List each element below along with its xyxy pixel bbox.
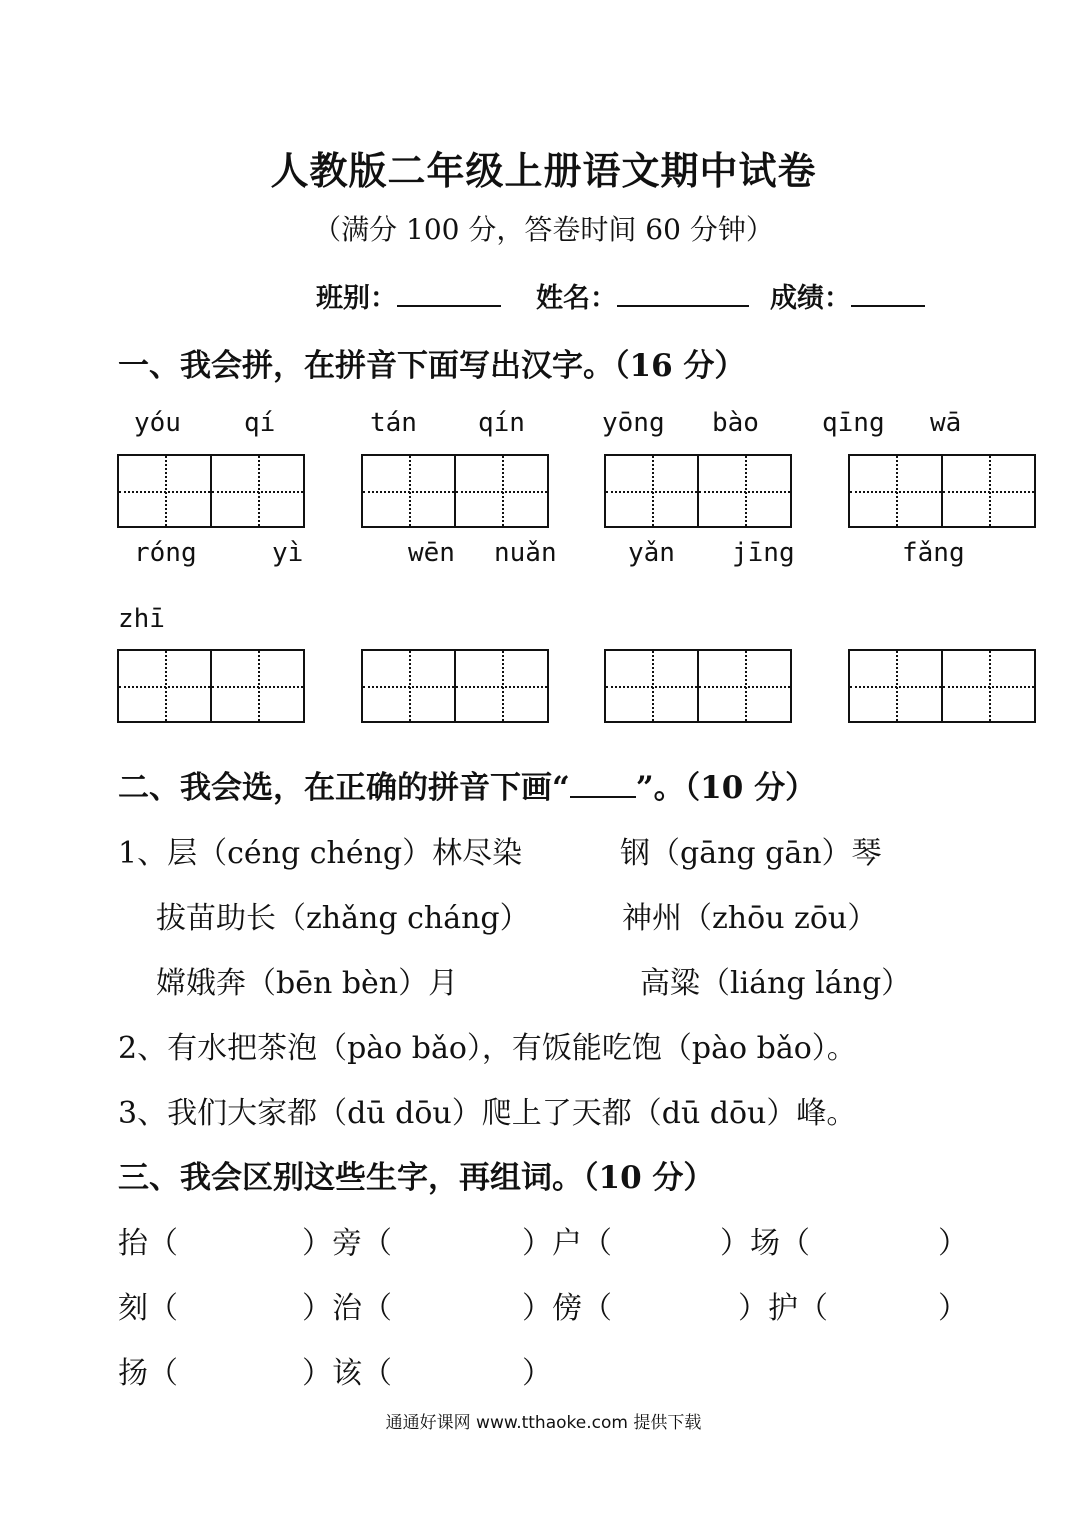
writing-grid[interactable]: [361, 454, 549, 528]
score-blank[interactable]: [851, 279, 925, 307]
class-field: [316, 276, 501, 315]
name-label: 姓名：: [536, 283, 617, 314]
underline-sample: [570, 768, 636, 798]
score-field: [770, 276, 925, 315]
question-line: 钢（gāng gān）琴: [620, 836, 882, 871]
question-line: 1、层（céng chéng）林尽染: [118, 836, 523, 871]
class-label: 班别：: [316, 283, 397, 314]
writing-grid[interactable]: [117, 649, 305, 723]
section3-heading: 三、我会区别这些生字，再组词。（10 分）: [118, 1160, 715, 1196]
writing-grid[interactable]: [848, 454, 1036, 528]
word-item: ）旁（: [302, 1226, 392, 1261]
name-field: [536, 276, 749, 315]
question-line: 嫦娥奔（bēn bèn）月: [156, 966, 459, 1001]
word-item: ）傍（: [522, 1291, 612, 1326]
name-blank[interactable]: [617, 279, 749, 307]
word-item: 抬（: [118, 1226, 178, 1261]
word-item: ）户（: [522, 1226, 612, 1261]
word-item: ）: [522, 1356, 552, 1391]
exam-subtitle: （满分 100 分，答卷时间 60 分钟）: [313, 213, 774, 246]
word-item: ）该（: [302, 1356, 392, 1391]
pinyin-label: yōng: [602, 408, 665, 438]
question-line: 高粱（liáng láng）: [640, 966, 912, 1001]
pinyin-label: róng: [134, 538, 197, 568]
footer-credit: 通通好课网 www.tthaoke.com 提供下载: [385, 1413, 702, 1433]
pinyin-label: yì: [272, 538, 304, 568]
pinyin-label: zhī: [118, 604, 165, 634]
pinyin-label: wā: [930, 408, 962, 438]
pinyin-label: qí: [244, 408, 276, 438]
question-line: 3、我们大家都（dū dōu）爬上了天都（dū dōu）峰。: [118, 1096, 857, 1131]
section1-heading: 一、我会拼，在拼音下面写出汉字。（16 分）: [118, 348, 746, 384]
pinyin-label: fǎng: [902, 538, 965, 568]
class-blank[interactable]: [397, 279, 501, 307]
writing-grid[interactable]: [361, 649, 549, 723]
question-line: 神州（zhōu zōu）: [622, 901, 878, 936]
word-item: ）治（: [302, 1291, 392, 1326]
pinyin-label: qīng: [822, 408, 885, 438]
writing-grid[interactable]: [604, 454, 792, 528]
writing-grid[interactable]: [117, 454, 305, 528]
question-line: 2、有水把茶泡（pào bǎo），有饭能吃饱（pào bǎo）。: [118, 1031, 857, 1066]
pinyin-label: nuǎn: [494, 538, 557, 568]
word-item: 扬（: [118, 1356, 178, 1391]
writing-grid[interactable]: [848, 649, 1036, 723]
pinyin-label: tán: [370, 408, 417, 438]
writing-grid[interactable]: [604, 649, 792, 723]
word-item: ）场（: [720, 1226, 810, 1261]
section2-heading-pre: 二、我会选，在正确的拼音下画“: [118, 770, 570, 806]
pinyin-label: qín: [478, 408, 525, 438]
pinyin-label: bào: [712, 408, 759, 438]
page-title: 人教版二年级上册语文期中试卷: [270, 148, 817, 193]
pinyin-label: jīng: [732, 538, 795, 568]
pinyin-label: yǎn: [628, 538, 675, 568]
pinyin-label: yóu: [134, 408, 181, 438]
word-item: ）护（: [738, 1291, 828, 1326]
question-line: 拔苗助长（zhǎng cháng）: [156, 901, 530, 936]
section2-heading-post: ”。（10 分）: [635, 770, 817, 806]
section2-heading: [118, 762, 816, 807]
word-item: 刻（: [118, 1291, 178, 1326]
word-item: ）: [938, 1226, 968, 1261]
word-item: ）: [938, 1291, 968, 1326]
pinyin-label: wēn: [408, 538, 455, 568]
score-label: 成绩：: [770, 283, 851, 314]
